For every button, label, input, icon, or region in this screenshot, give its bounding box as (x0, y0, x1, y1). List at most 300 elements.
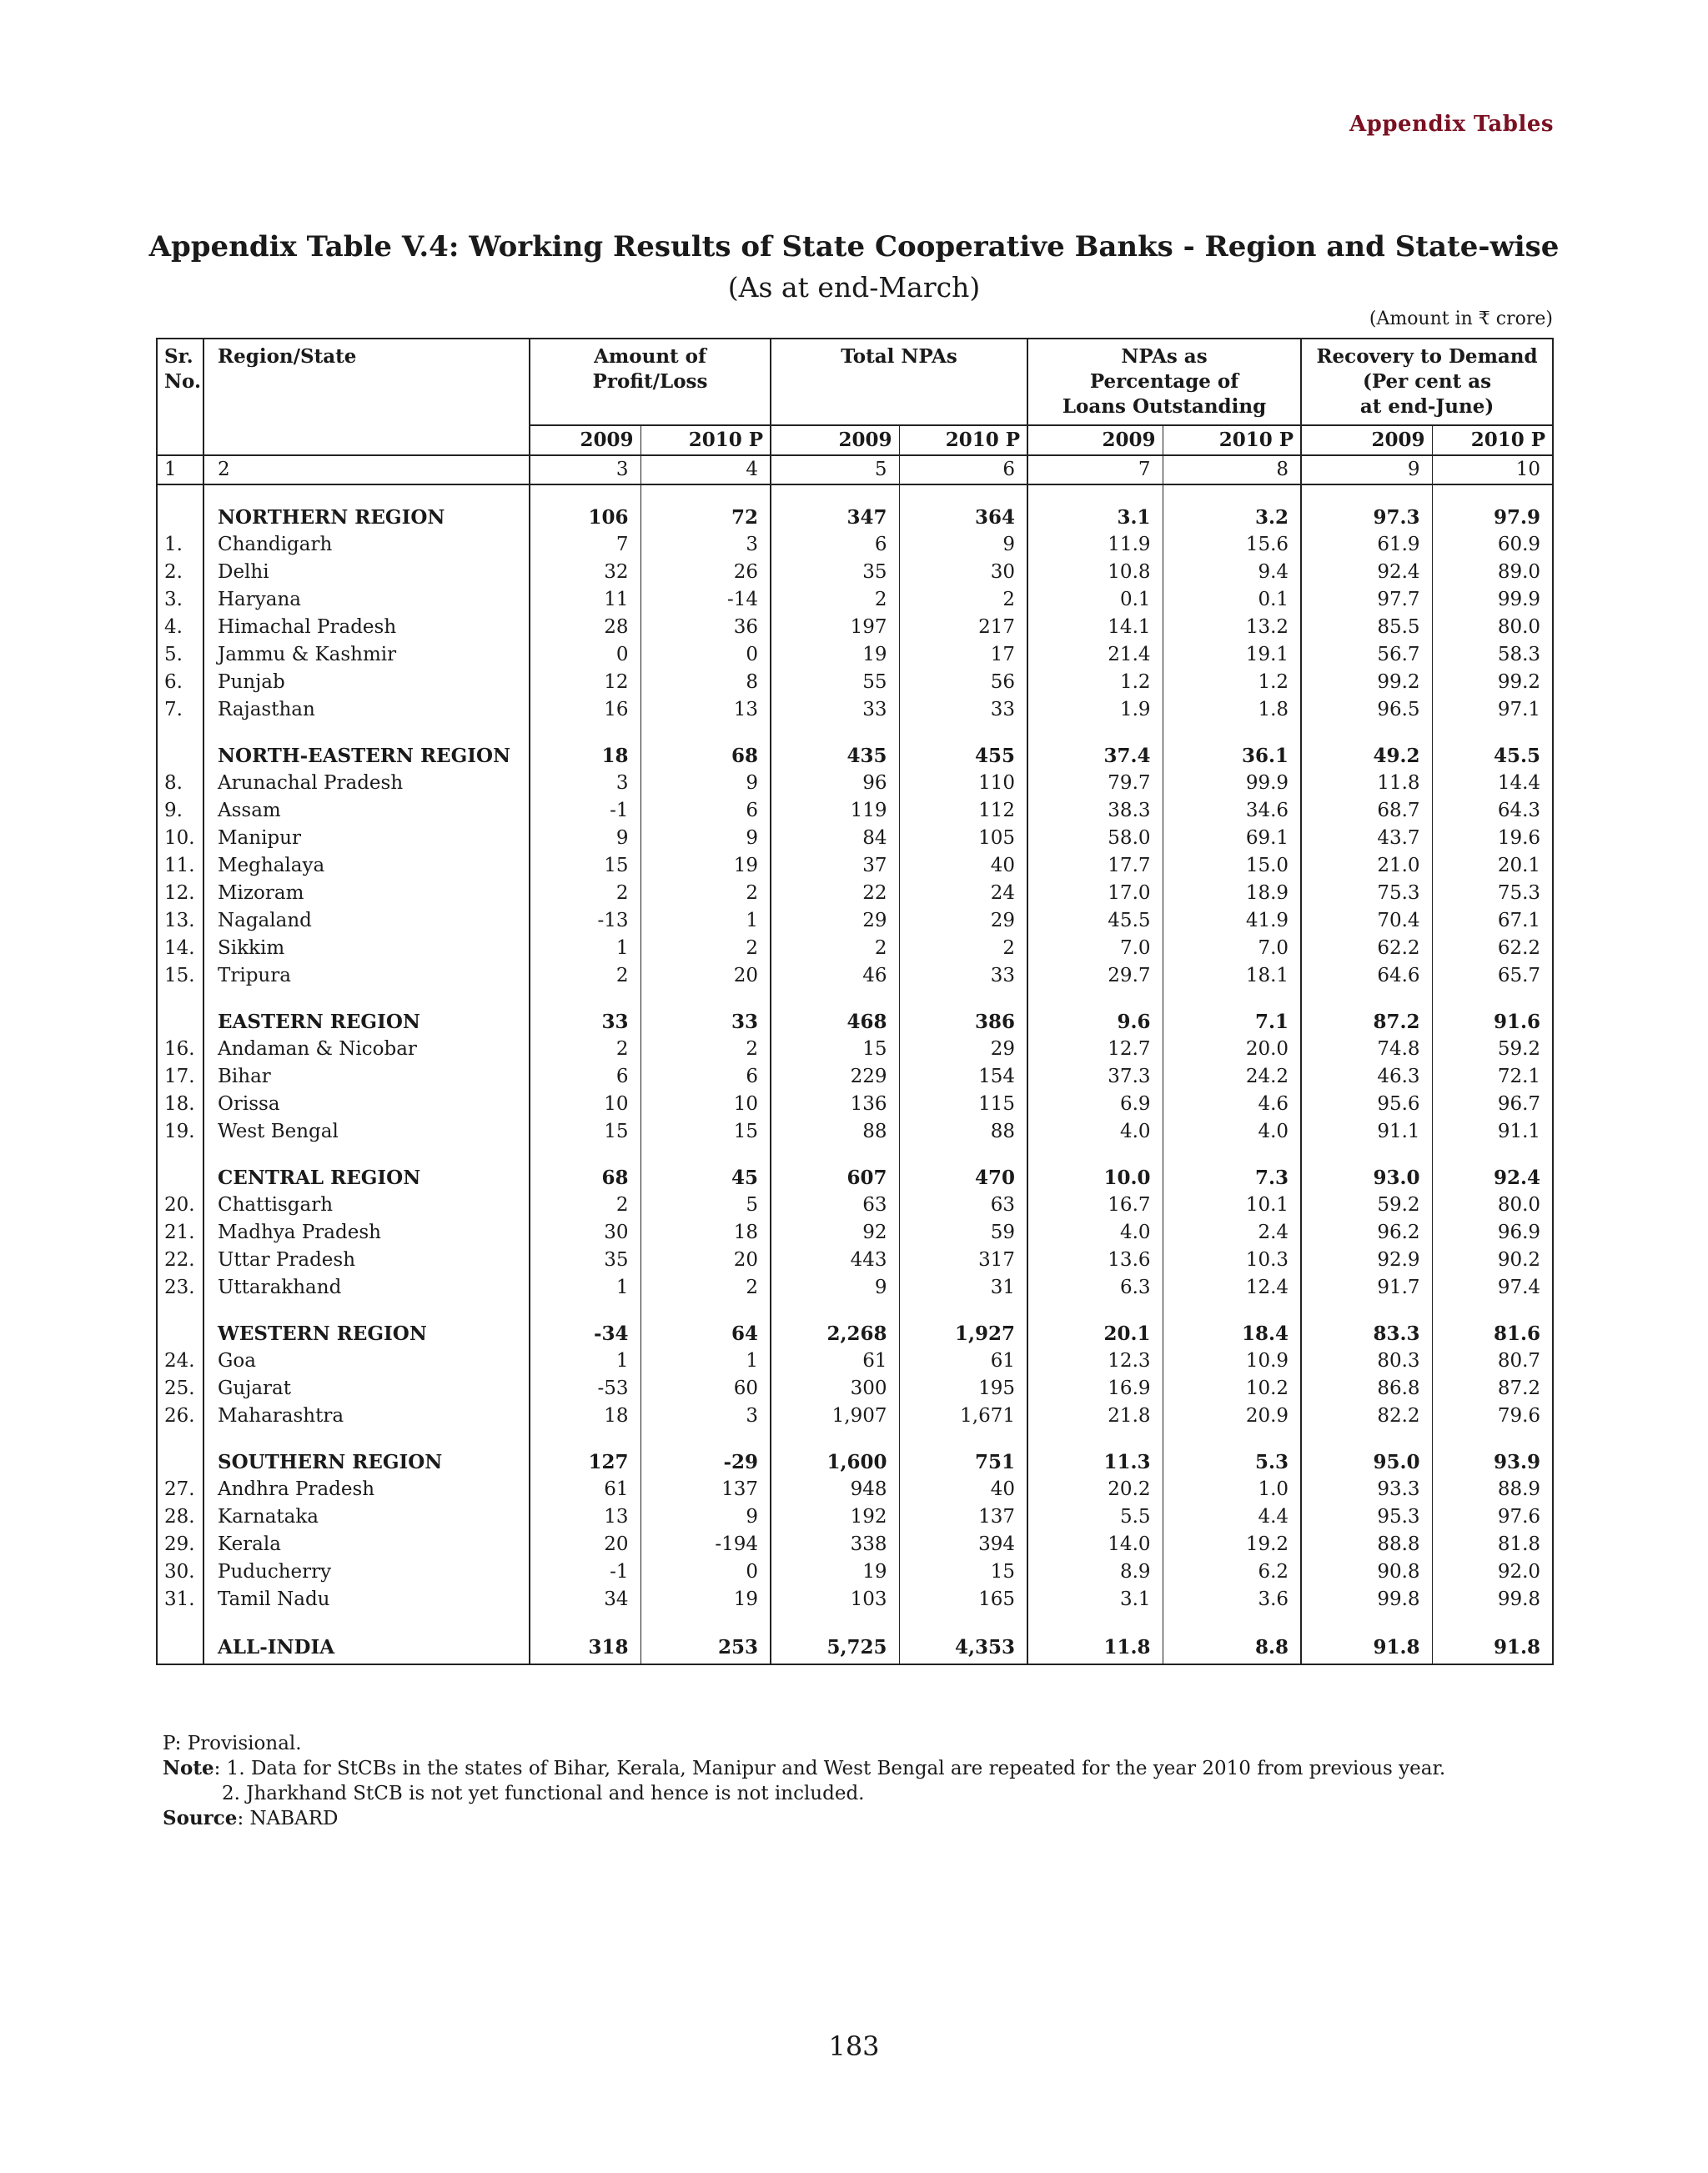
value-cell: 5.5 (1027, 1503, 1163, 1531)
value-cell: 56 (899, 669, 1027, 696)
sr-no-cell: 19. (164, 1121, 195, 1142)
value-cell: 217 (899, 614, 1027, 641)
value-cell: 8 (640, 669, 771, 696)
value-cell: 165 (899, 1586, 1027, 1613)
state-row (157, 586, 1553, 614)
spacer-cell (771, 990, 899, 1008)
value-cell: 31 (899, 1274, 1027, 1302)
value-cell: 0.1 (1027, 586, 1163, 614)
value-cell: 21.8 (1027, 1403, 1163, 1430)
value-cell: 14.0 (1027, 1531, 1163, 1558)
value-cell: 6.2 (1163, 1558, 1301, 1586)
year-header: 2010 P (1432, 425, 1553, 455)
spacer-cell (1163, 1146, 1301, 1164)
value-cell: 88.8 (1301, 1531, 1432, 1558)
spacer-cell (203, 1302, 530, 1320)
region-row (157, 1448, 1553, 1476)
value-cell: 67.1 (1432, 907, 1553, 935)
table-body (157, 455, 1553, 1664)
value-cell: -1 (530, 797, 640, 825)
value-cell: 99.8 (1432, 1586, 1553, 1613)
value-cell: 45 (640, 1164, 771, 1192)
recovery-header-line1: Recovery to Demand (1316, 345, 1538, 368)
value-cell: 68 (530, 1164, 640, 1192)
region-state-cell: Karnataka (203, 1503, 530, 1531)
sr-no-cell (157, 742, 203, 770)
value-cell: 10.0 (1027, 1164, 1163, 1192)
value-cell: 1 (640, 907, 771, 935)
value-cell: -13 (530, 907, 640, 935)
value-cell: 2 (899, 935, 1027, 962)
value-cell: 80.7 (1432, 1347, 1553, 1375)
year-header: 2010 P (1163, 425, 1301, 455)
year-header: 2009 (1027, 425, 1163, 455)
sr-no-cell: 11. (164, 855, 195, 876)
value-cell: 2 (640, 880, 771, 907)
value-cell: 9 (899, 531, 1027, 559)
value-cell: 20.1 (1432, 852, 1553, 880)
value-cell: 386 (899, 1008, 1027, 1036)
value-cell: 91.6 (1432, 1008, 1553, 1036)
value-cell: 3 (530, 770, 640, 797)
value-cell: 34.6 (1163, 797, 1301, 825)
spacer-row (157, 1613, 1553, 1632)
sr-no-cell: 28. (164, 1506, 195, 1528)
value-cell: 14.4 (1432, 770, 1553, 797)
value-cell: 468 (771, 1008, 899, 1036)
all-india-row (157, 1632, 1553, 1664)
value-cell: 115 (899, 1091, 1027, 1118)
profit-loss-header (530, 339, 771, 425)
state-row (157, 1192, 1553, 1219)
sr-no-cell: 21. (164, 1222, 195, 1243)
value-cell: 9 (771, 1274, 899, 1302)
spacer-cell (899, 484, 1027, 504)
value-cell: 2 (771, 935, 899, 962)
region-state-cell: Manipur (203, 825, 530, 852)
spacer-cell (899, 1430, 1027, 1448)
value-cell: 1 (640, 1347, 771, 1375)
spacer-cell (1301, 724, 1432, 742)
value-cell: 99.9 (1432, 586, 1553, 614)
value-cell: 3.1 (1027, 504, 1163, 531)
value-cell: 7.0 (1027, 935, 1163, 962)
sr-no-cell (157, 1632, 203, 1664)
region-state-cell: Meghalaya (203, 852, 530, 880)
state-row (157, 1091, 1553, 1118)
spacer-cell (1301, 1302, 1432, 1320)
value-cell: 607 (771, 1164, 899, 1192)
value-cell: 72.1 (1432, 1063, 1553, 1091)
value-cell: 4.0 (1163, 1118, 1301, 1146)
sr-no-cell: 3. (164, 589, 183, 610)
year-header: 2010 P (899, 425, 1027, 455)
state-row (157, 1586, 1553, 1613)
value-cell: 4.0 (1027, 1219, 1163, 1247)
region-state-cell: Chattisgarh (203, 1192, 530, 1219)
value-cell: 91.8 (1432, 1632, 1553, 1664)
sr-no-cell: 15. (164, 965, 195, 986)
state-row (157, 770, 1553, 797)
value-cell: 18.4 (1163, 1320, 1301, 1347)
sr-no-cell: 14. (164, 937, 195, 959)
value-cell: 24.2 (1163, 1063, 1301, 1091)
value-cell: 18 (530, 1403, 640, 1430)
value-cell: 99.2 (1432, 669, 1553, 696)
value-cell: 34 (530, 1586, 640, 1613)
spacer-cell (1027, 484, 1163, 504)
region-row (157, 742, 1553, 770)
value-cell: 79.6 (1432, 1403, 1553, 1430)
region-header: Region/State (203, 339, 530, 455)
value-cell: 6.3 (1027, 1274, 1163, 1302)
spacer-cell (899, 1146, 1027, 1164)
value-cell: -14 (640, 586, 771, 614)
value-cell: 6.9 (1027, 1091, 1163, 1118)
value-cell: 110 (899, 770, 1027, 797)
value-cell: 68.7 (1301, 797, 1432, 825)
header-row (157, 339, 1553, 425)
value-cell: 3.2 (1163, 504, 1301, 531)
value-cell: 0.1 (1163, 586, 1301, 614)
value-cell: 11.9 (1027, 531, 1163, 559)
value-cell: 92.9 (1301, 1247, 1432, 1274)
spacer-row (157, 990, 1553, 1008)
note-2: 2. Jharkhand StCB is not yet functional and hence is not included. (222, 1783, 865, 1804)
state-row (157, 531, 1553, 559)
value-cell: 19.1 (1163, 641, 1301, 669)
note-label: Note (163, 1757, 214, 1779)
value-cell: 1,927 (899, 1320, 1027, 1347)
value-cell: 317 (899, 1247, 1027, 1274)
value-cell: 70.4 (1301, 907, 1432, 935)
sr-no-cell: 17. (164, 1066, 195, 1087)
value-cell: 0 (640, 641, 771, 669)
sr-no-cell: 31. (164, 1588, 195, 1610)
value-cell: 4 (640, 455, 771, 484)
value-cell: 59 (899, 1219, 1027, 1247)
value-cell: 62.2 (1301, 935, 1432, 962)
value-cell: 2 (530, 962, 640, 990)
value-cell: 58.3 (1432, 641, 1553, 669)
recovery-header (1301, 339, 1553, 425)
value-cell: 46 (771, 962, 899, 990)
value-cell: 105 (899, 825, 1027, 852)
value-cell: 91.8 (1301, 1632, 1432, 1664)
value-cell: 229 (771, 1063, 899, 1091)
value-cell: 364 (899, 504, 1027, 531)
value-cell: 8 (1163, 455, 1301, 484)
value-cell: 2 (530, 1036, 640, 1063)
value-cell: 12.4 (1163, 1274, 1301, 1302)
value-cell: 37 (771, 852, 899, 880)
value-cell: 99.8 (1301, 1586, 1432, 1613)
value-cell: 16.9 (1027, 1375, 1163, 1403)
value-cell: -194 (640, 1531, 771, 1558)
sr-no-cell: 12. (164, 882, 195, 904)
state-row (157, 1375, 1553, 1403)
value-cell: 948 (771, 1476, 899, 1503)
region-row (157, 504, 1553, 531)
region-state-cell: Andaman & Nicobar (203, 1036, 530, 1063)
sr-no-cell: 1. (164, 534, 183, 555)
value-cell: 394 (899, 1531, 1027, 1558)
region-state-cell: Punjab (203, 669, 530, 696)
spacer-cell (1432, 484, 1553, 504)
value-cell: 136 (771, 1091, 899, 1118)
column-number-row (157, 455, 1553, 484)
value-cell: 18 (530, 742, 640, 770)
profit-header-line2: Profit/Loss (592, 370, 708, 393)
spacer-row (157, 1430, 1553, 1448)
region-state-cell: Arunachal Pradesh (203, 770, 530, 797)
value-cell: 80.0 (1432, 614, 1553, 641)
spacer-cell (1163, 724, 1301, 742)
value-cell: 33 (899, 696, 1027, 724)
value-cell: 29 (899, 1036, 1027, 1063)
sr-no-cell: 29. (164, 1533, 195, 1555)
value-cell: 97.6 (1432, 1503, 1553, 1531)
value-cell: 92.0 (1432, 1558, 1553, 1586)
state-row (157, 797, 1553, 825)
region-state-cell: SOUTHERN REGION (203, 1448, 530, 1476)
sr-no-cell: 9. (164, 800, 183, 821)
state-row (157, 1476, 1553, 1503)
recovery-header-line2: (Per cent as (1362, 370, 1492, 393)
year-header: 2009 (1301, 425, 1432, 455)
value-cell: 60 (640, 1375, 771, 1403)
value-cell: 2 (530, 1192, 640, 1219)
value-cell: 300 (771, 1375, 899, 1403)
state-row (157, 1036, 1553, 1063)
spacer-cell (771, 724, 899, 742)
value-cell: 10.8 (1027, 559, 1163, 586)
value-cell: 38.3 (1027, 797, 1163, 825)
value-cell: 79.7 (1027, 770, 1163, 797)
note-1-text: : 1. Data for StCBs in the states of Bihar, Kerala, Manipur and West Bengal are repeated for the year 2010 from previous year. (214, 1758, 1446, 1779)
value-cell: 3 (640, 1403, 771, 1430)
spacer-cell (157, 724, 203, 742)
value-cell: 80.0 (1432, 1192, 1553, 1219)
spacer-cell (771, 1302, 899, 1320)
value-cell: 20 (530, 1531, 640, 1558)
spacer-cell (1163, 1302, 1301, 1320)
value-cell: 7 (530, 531, 640, 559)
region-state-cell: CENTRAL REGION (203, 1164, 530, 1192)
state-row (157, 1063, 1553, 1091)
region-state-cell: NORTHERN REGION (203, 504, 530, 531)
value-cell: 86.8 (1301, 1375, 1432, 1403)
value-cell: 61.9 (1301, 531, 1432, 559)
value-cell: 13 (640, 696, 771, 724)
spacer-cell (157, 1613, 203, 1632)
value-cell: 37.4 (1027, 742, 1163, 770)
region-row (157, 1164, 1553, 1192)
value-cell: 112 (899, 797, 1027, 825)
sr-no-cell: 6. (164, 671, 183, 693)
spacer-cell (640, 990, 771, 1008)
note-1 (163, 1756, 1445, 1781)
value-cell: 81.6 (1432, 1320, 1553, 1347)
value-cell: 4.6 (1163, 1091, 1301, 1118)
region-state-cell: Himachal Pradesh (203, 614, 530, 641)
state-row (157, 962, 1553, 990)
value-cell: 43.7 (1301, 825, 1432, 852)
value-cell: 1,600 (771, 1448, 899, 1476)
spacer-cell (530, 1613, 640, 1632)
spacer-cell (1432, 1613, 1553, 1632)
spacer-cell (1432, 1430, 1553, 1448)
value-cell: 455 (899, 742, 1027, 770)
value-cell: 26 (640, 559, 771, 586)
spacer-cell (203, 724, 530, 742)
state-row (157, 1531, 1553, 1558)
value-cell: 30 (899, 559, 1027, 586)
value-cell: 74.8 (1301, 1036, 1432, 1063)
spacer-cell (1027, 1613, 1163, 1632)
value-cell: 37.3 (1027, 1063, 1163, 1091)
value-cell: 90.2 (1432, 1247, 1553, 1274)
value-cell: 1.0 (1163, 1476, 1301, 1503)
value-cell: 61 (899, 1347, 1027, 1375)
region-state-cell: Maharashtra (203, 1403, 530, 1430)
value-cell: 96 (771, 770, 899, 797)
sr-no-cell: 8. (164, 772, 183, 794)
spacer-cell (640, 1613, 771, 1632)
region-state-cell: Jammu & Kashmir (203, 641, 530, 669)
value-cell: 80.3 (1301, 1347, 1432, 1375)
spacer-cell (1027, 1146, 1163, 1164)
value-cell: 32 (530, 559, 640, 586)
value-cell: 11.8 (1301, 770, 1432, 797)
state-row (157, 1219, 1553, 1247)
value-cell: 19 (771, 1558, 899, 1586)
value-cell: 93.0 (1301, 1164, 1432, 1192)
value-cell: 72 (640, 504, 771, 531)
value-cell: 9 (640, 1503, 771, 1531)
sr-no-cell: 20. (164, 1194, 195, 1216)
value-cell: 3.1 (1027, 1586, 1163, 1613)
sr-no-cell (157, 1448, 203, 1476)
value-cell: 88 (899, 1118, 1027, 1146)
spacer-cell (1432, 1302, 1553, 1320)
spacer-cell (203, 484, 530, 504)
spacer-cell (1163, 484, 1301, 504)
table-subtitle: (As at end-March) (727, 271, 981, 304)
region-state-cell: Orissa (203, 1091, 530, 1118)
value-cell: 0 (640, 1558, 771, 1586)
state-row (157, 1118, 1553, 1146)
state-row (157, 559, 1553, 586)
page-number: 183 (828, 2030, 880, 2062)
spacer-cell (1301, 1430, 1432, 1448)
value-cell: 91.7 (1301, 1274, 1432, 1302)
value-cell: 253 (640, 1632, 771, 1664)
state-row (157, 935, 1553, 962)
spacer-cell (1027, 1430, 1163, 1448)
value-cell: 2,268 (771, 1320, 899, 1347)
value-cell: 62.2 (1432, 935, 1553, 962)
spacer-row (157, 484, 1553, 504)
value-cell: 45.5 (1027, 907, 1163, 935)
spacer-cell (1301, 990, 1432, 1008)
value-cell: 11.8 (1027, 1632, 1163, 1664)
value-cell: 13.2 (1163, 614, 1301, 641)
spacer-cell (157, 1430, 203, 1448)
value-cell: -53 (530, 1375, 640, 1403)
value-cell: 17.7 (1027, 852, 1163, 880)
sr-no-cell: 2. (164, 561, 183, 583)
value-cell: 95.0 (1301, 1448, 1432, 1476)
region-state-cell: Gujarat (203, 1375, 530, 1403)
state-row (157, 1503, 1553, 1531)
spacer-cell (203, 1613, 530, 1632)
spacer-cell (771, 1613, 899, 1632)
spacer-cell (899, 990, 1027, 1008)
value-cell: 87.2 (1432, 1375, 1553, 1403)
spacer-cell (157, 1146, 203, 1164)
value-cell: 7.3 (1163, 1164, 1301, 1192)
value-cell: 9 (1301, 455, 1432, 484)
value-cell: 12.3 (1027, 1347, 1163, 1375)
sr-no-cell: 10. (164, 827, 195, 849)
region-state-cell: Uttar Pradesh (203, 1247, 530, 1274)
value-cell: 5 (640, 1192, 771, 1219)
spacer-cell (157, 990, 203, 1008)
value-cell: 49.2 (1301, 742, 1432, 770)
value-cell: 58.0 (1027, 825, 1163, 852)
value-cell: 6 (640, 1063, 771, 1091)
value-cell: 35 (771, 559, 899, 586)
value-cell: 10 (530, 1091, 640, 1118)
spacer-cell (1301, 1146, 1432, 1164)
value-cell: 3.6 (1163, 1586, 1301, 1613)
running-head: Appendix Tables (1349, 112, 1554, 137)
value-cell: 20 (640, 962, 771, 990)
value-cell: 93.3 (1301, 1476, 1432, 1503)
value-cell: 11.3 (1027, 1448, 1163, 1476)
value-cell: 103 (771, 1586, 899, 1613)
value-cell: 2.4 (1163, 1219, 1301, 1247)
value-cell: 92.4 (1432, 1164, 1553, 1192)
spacer-cell (640, 724, 771, 742)
value-cell: 18.1 (1163, 962, 1301, 990)
value-cell: 29.7 (1027, 962, 1163, 990)
value-cell: 33 (640, 1008, 771, 1036)
spacer-cell (640, 1146, 771, 1164)
footnotes (163, 1731, 1445, 1831)
sr-no-cell (157, 1164, 203, 1192)
value-cell: 7.1 (1163, 1008, 1301, 1036)
value-cell: 9.4 (1163, 559, 1301, 586)
year-header: 2009 (771, 425, 899, 455)
value-cell: 10.9 (1163, 1347, 1301, 1375)
state-row (157, 669, 1553, 696)
region-state-cell: EASTERN REGION (203, 1008, 530, 1036)
region-state-cell: Andhra Pradesh (203, 1476, 530, 1503)
value-cell: 1,907 (771, 1403, 899, 1430)
value-cell: 470 (899, 1164, 1027, 1192)
value-cell: 41.9 (1163, 907, 1301, 935)
value-cell: 1.9 (1027, 696, 1163, 724)
spacer-cell (1301, 1613, 1432, 1632)
state-row (157, 1558, 1553, 1586)
spacer-cell (157, 484, 203, 504)
value-cell: 63 (771, 1192, 899, 1219)
value-cell: 33 (530, 1008, 640, 1036)
value-cell: 5.3 (1163, 1448, 1301, 1476)
value-cell: 75.3 (1432, 880, 1553, 907)
